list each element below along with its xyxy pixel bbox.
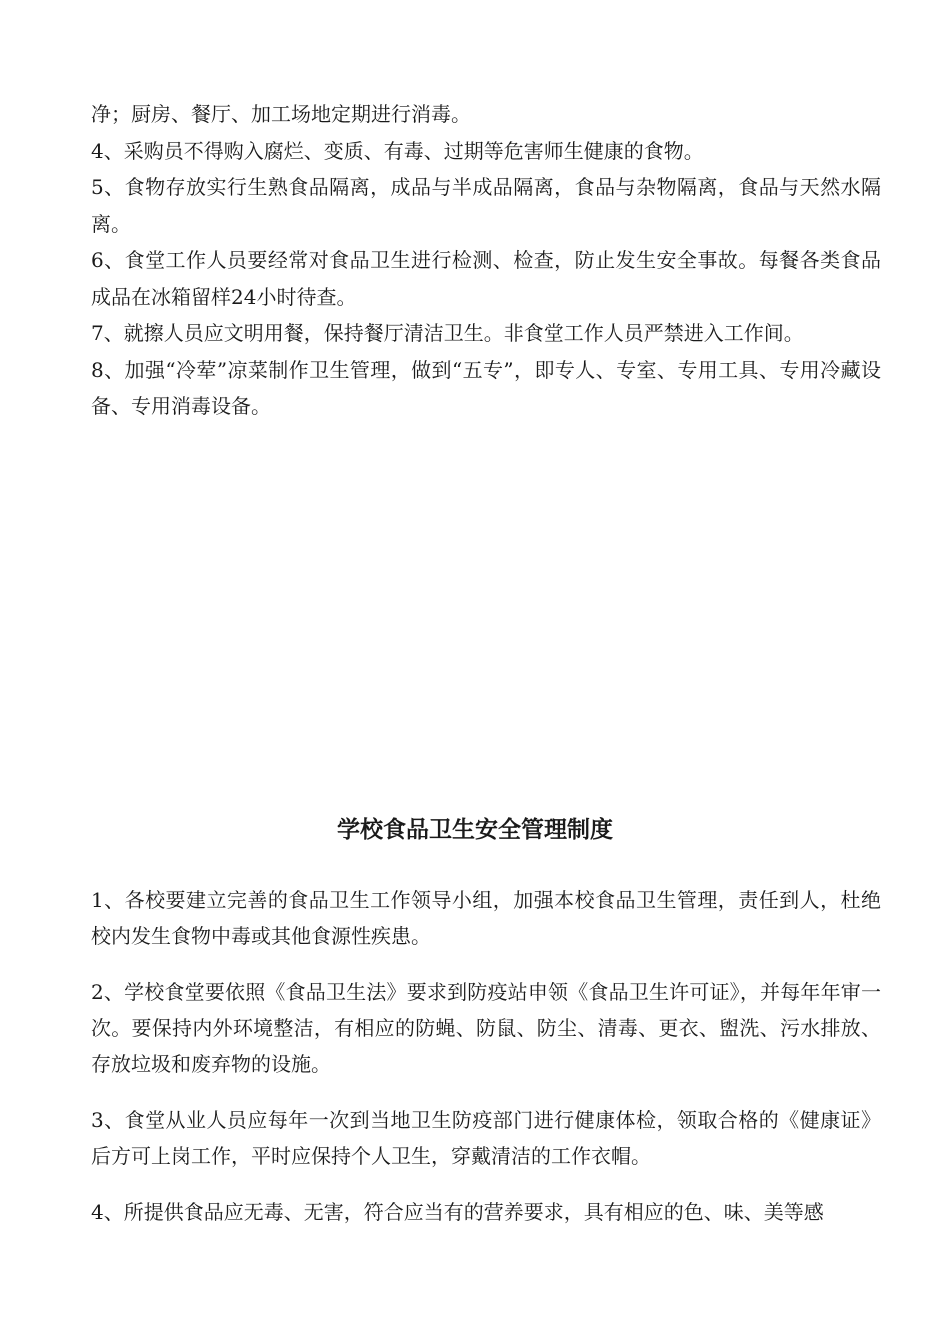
rule-paragraph: 净；厨房、餐厅、加工场地定期进行消毒。 <box>91 102 471 126</box>
rule-paragraph: 8、加强“冷荤”凉菜制作卫生管理，做到“五专”，即专人、专室、专用工具、专用冷藏设备、专用消毒设备。 <box>91 357 881 418</box>
rule-paragraph: 2、学校食堂要依照《食品卫生法》要求到防疫站申领《食品卫生许可证》，并每年年审一次。要保持内外环境整洁，有相应的防蝇、防鼠、防尘、清毒、更衣、盥洗、污水排放、存放垃圾和废弃物的设施。 <box>91 980 881 1076</box>
rule-paragraph: 5、食物存放实行生熟食品隔离，成品与半成品隔离，食品与杂物隔离，食品与天然水隔离。 <box>91 175 881 236</box>
rule-paragraph: 6、食堂工作人员要经常对食品卫生进行检测、检查，防止发生安全事故。每餐各类食品成品在冰箱留样24小时待查。 <box>91 248 881 309</box>
rule-paragraph: 3、食堂从业人员应每年一次到当地卫生防疫部门进行健康体检，领取合格的《健康证》后方可上岗工作，平时应保持个人卫生，穿戴清洁的工作衣帽。 <box>91 1108 881 1168</box>
rule-paragraph: 4、所提供食品应无毒、无害，符合应当有的营养要求，具有相应的色、味、美等感 <box>91 1200 824 1224</box>
section-title: 学校食品卫生安全管理制度 <box>337 817 613 843</box>
rule-paragraph: 1、各校要建立完善的食品卫生工作领导小组，加强本校食品卫生管理，责任到人，杜绝校内发生食物中毒或其他食源性疾患。 <box>91 888 881 948</box>
rule-paragraph: 4、采购员不得购入腐烂、变质、有毒、过期等危害师生健康的食物。 <box>91 138 704 163</box>
rule-paragraph: 7、就擦人员应文明用餐，保持餐厅清洁卫生。非食堂工作人员严禁进入工作间。 <box>91 321 804 345</box>
management-rules-section <box>91 882 881 1250</box>
continued-rules-section <box>91 96 881 425</box>
